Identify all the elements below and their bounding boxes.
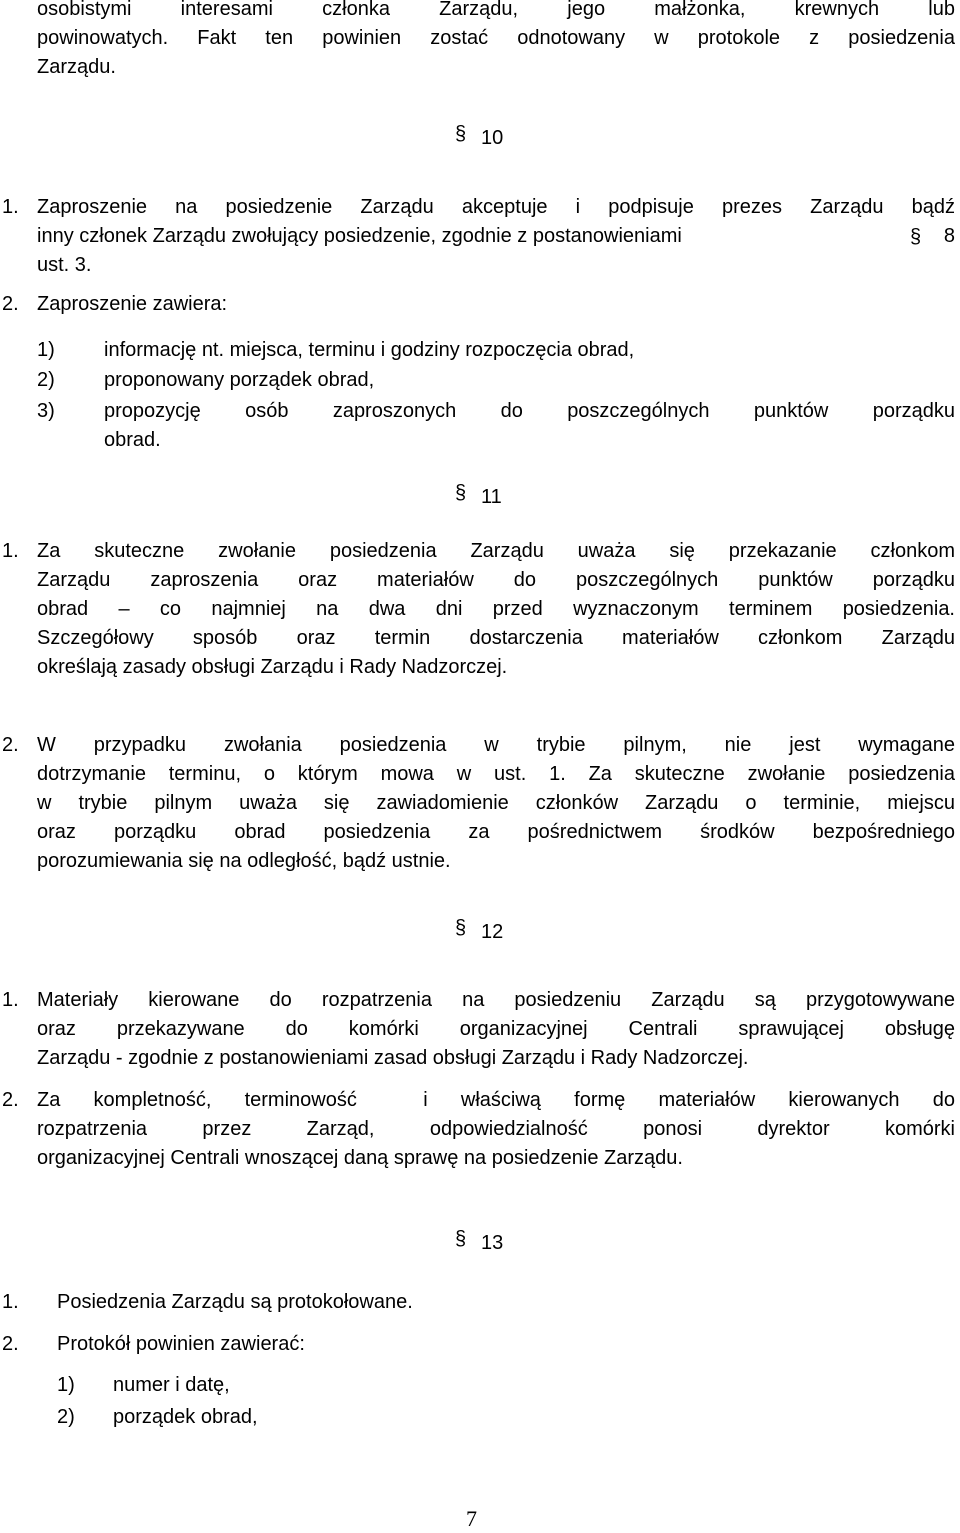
section-sign-icon	[455, 481, 469, 503]
list-item: 1) informację nt. miejsca, terminu i godziny rozpoczęcia obrad,	[37, 339, 635, 361]
page-number: 7	[466, 1506, 477, 1531]
section-13-heading: § 13	[455, 1228, 504, 1254]
intro-line-3: Zarządu.	[37, 56, 116, 78]
section-sign-icon	[455, 1227, 469, 1249]
list-item: 3) propozycję osób zaproszonych do poszczególnych punktów porządku obrad.	[37, 400, 955, 451]
svg-text:§: §	[909, 226, 921, 248]
svg-text:§: §	[455, 917, 467, 938]
section-12-heading: § 12	[455, 917, 504, 943]
list-item: 1) numer i datę,	[57, 1374, 230, 1396]
intro-line-1: osobistymi interesami członka Zarządu, jego małżonka, krewnych lub	[37, 0, 955, 20]
list-item: 2) proponowany porządek obrad,	[37, 369, 375, 391]
section-sign-icon	[910, 222, 924, 248]
svg-text:§: §	[455, 482, 467, 503]
section-10-heading: § 10	[455, 123, 504, 149]
svg-text:§: §	[455, 123, 467, 144]
svg-text:§: §	[455, 1228, 467, 1249]
list-item: 2) porządek obrad,	[57, 1406, 258, 1428]
section-sign-icon	[455, 122, 469, 144]
intro-paragraph	[37, 0, 955, 82]
intro-line-2: powinowatych. Fakt ten powinien zostać odnotowany w protokole z posiedzenia	[37, 27, 955, 49]
document-page: osobistymi interesami członka Zarządu, jego małżonka, krewnych lub powinowatych. Fakt ten powinien zostać odnotowany w protokole z posiedzenia Zarządu. § 10 1. Zaproszenie na posiedzenie Zarządu akceptuje i podpisuje prezes Zarządu bądź inny członek Zarządu zwołujący posiedzenie, zgodnie z postanowieniami § 8 ust. 3. 2. Zaproszenie zawiera: 1) informację nt. miejsca, terminu i godziny rozpoczęcia obrad, 2) proponowany porządek obrad, 3) propozycję osób zaproszonych do poszczególnych punktów porządku obrad. § 11 1. Za skuteczne zwołanie posiedzenia Zarządu uważa się przekazanie członkom Zarządu zaproszenia oraz materiałów do poszczególnych punktów porządku obrad – co najmniej na dwa dni przed wyznaczonym terminem posiedzenia. Szczegółowy sposób oraz termin dostarczenia materiałów członkom Zarządu określają zasady obsługi Zarządu i Rady Nadzorczej. 2. W przypadku zwołania posiedzenia w trybie pilnym, nie jest wymagane dotrzymanie terminu, o którym mowa w ust. 1. Za skuteczne zwołanie posiedzenia w trybie pilnym uważa się zawiadomienie członków Zarządu o terminie, miejscu oraz porządku obrad posiedzenia za pośrednictwem środków bezpośredniego porozumiewania się na odległość, bądź ustnie. § 12 1. Materiały kierowane do rozpatrzenia na posiedzeniu Zarządu są przygotowywane oraz przekazywane do komórki organizacyjnej Centrali sprawującej obsługę Zarządu - zgodnie z postanowieniami zasad obsługi Zarządu i Rady Nadzorczej. 2. Za kompletność, terminowość i właściwą formę materiałów kierowanych do rozpatrzenia przez Zarząd, odpowiedzialność ponosi dyrektor komórki organizacyjnej Centrali wnoszącej daną sprawę na posiedzenie Zarządu. § 13 1. Posiedzenia Zarządu są protokołowane. 2. Protokół powinien zawierać: 1) numer i datę, 2) porządek obrad, 7	[0, 0, 960, 1530]
section-11-heading: § 11	[455, 482, 502, 508]
section-sign-icon	[455, 916, 469, 938]
